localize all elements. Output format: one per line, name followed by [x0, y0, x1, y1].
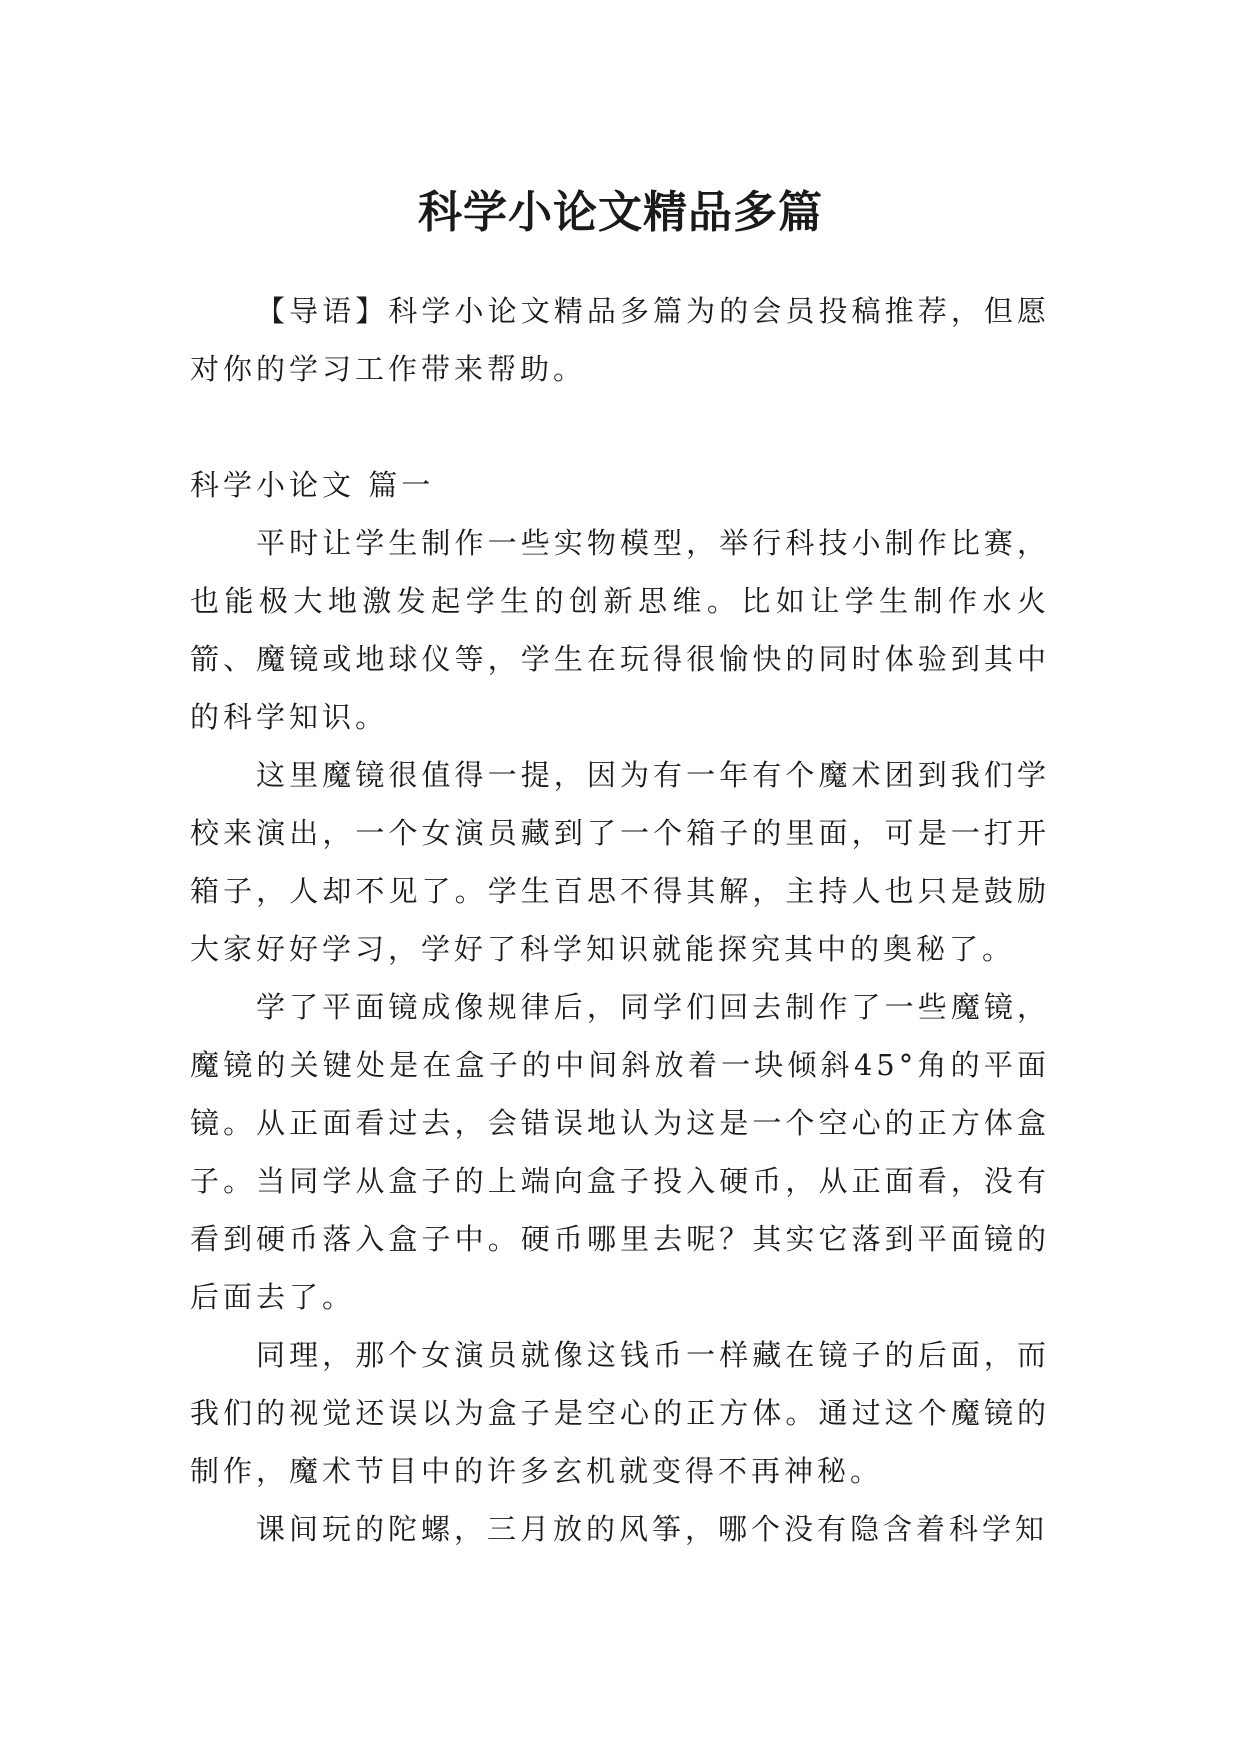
body-paragraph: 课间玩的陀螺，三月放的风筝，哪个没有隐含着科学知	[256, 1512, 1049, 1546]
section-heading: 科学小论文 篇一	[190, 468, 435, 502]
intro-paragraph: 【导语】科学小论文精品多篇为的会员投稿推荐，但愿对你的学习工作带来帮助。	[190, 294, 1050, 386]
body-paragraph: 学了平面镜成像规律后，同学们回去制作了一些魔镜，魔镜的关键处是在盒子的中间斜放着一块倾斜45°角的平面镜。从正面看过去，会错误地认为这是一个空心的正方体盒子。当同学从盒子的上端向盒子投入硬币，从正面看，没有看到硬币落入盒子中。硬币哪里去呢？其实它落到平面镜的后面去了。	[190, 990, 1050, 1314]
document-body	[190, 282, 1050, 1558]
body-paragraph: 平时让学生制作一些实物模型，举行科技小制作比赛，也能极大地激发起学生的创新思维。比如让学生制作水火箭、魔镜或地球仪等，学生在玩得很愉快的同时体验到其中的科学知识。	[190, 526, 1050, 734]
body-paragraph: 这里魔镜很值得一提，因为有一年有个魔术团到我们学校来演出，一个女演员藏到了一个箱子的里面，可是一打开箱子，人却不见了。学生百思不得其解，主持人也只是鼓励大家好好学习，学好了科学知识就能探究其中的奥秘了。	[190, 758, 1050, 966]
document-title: 科学小论文精品多篇	[418, 187, 823, 239]
body-paragraph: 同理，那个女演员就像这钱币一样藏在镜子的后面，而我们的视觉还误以为盒子是空心的正方体。通过这个魔镜的制作，魔术节目中的许多玄机就变得不再神秘。	[190, 1338, 1050, 1488]
